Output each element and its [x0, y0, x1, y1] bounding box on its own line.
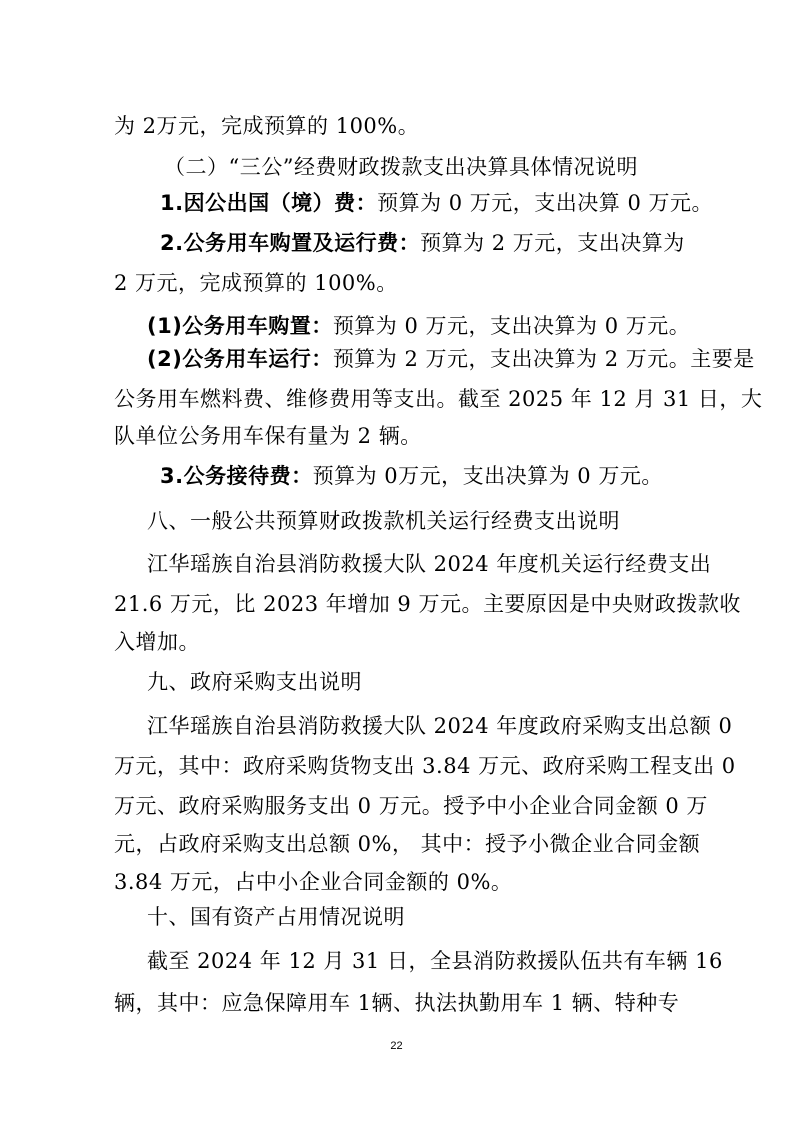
paragraph-line: 2 万元，完成预算的 100%。 — [114, 271, 398, 295]
item-text: 预算为 0 万元，支出决算 0 万元。 — [377, 191, 714, 215]
paragraph-line: 21.6 万元，比 2023 年增加 9 万元。主要原因是中央财政拨款收 — [114, 592, 741, 616]
paragraph-line — [160, 189, 713, 217]
paragraph-line: 入增加。 — [114, 630, 200, 654]
item-label: 2.公务用车购置及运行费： — [160, 231, 421, 255]
paragraph-line: 江华瑶族自治县消防救援大队 2024 年度机关运行经费支出 — [147, 552, 712, 576]
paragraph-line: 队单位公务用车保有量为 2 辆。 — [114, 424, 422, 448]
paragraph-line: 辆，其中：应急保障用车 1辆、执法执勤用车 1 辆、特种专 — [114, 991, 680, 1015]
paragraph-line — [147, 345, 755, 373]
section-heading: 九、政府采购支出说明 — [147, 670, 362, 694]
page-number: 22 — [390, 1040, 403, 1052]
item-text: 预算为 0万元，支出决算为 0 万元。 — [312, 464, 663, 488]
item-label: 3.公务接待费： — [160, 464, 313, 488]
paragraph-line: 江华瑶族自治县消防救援大队 2024 年度政府采购支出总额 0 — [147, 714, 733, 738]
paragraph-line — [160, 462, 663, 490]
paragraph-line: 公务用车燃料费、维修费用等支出。截至 2025 年 12 月 31 日，大 — [114, 387, 763, 411]
item-text: 预算为 2 万元，支出决算为 2 万元。主要是 — [332, 347, 755, 371]
paragraph-line: 万元，其中：政府采购货物支出 3.84 万元、政府采购工程支出 0 — [114, 754, 736, 778]
paragraph-line: 万元、政府采购服务支出 0 万元。授予中小企业合同金额 0 万 — [114, 794, 708, 818]
paragraph-line: 元，占政府采购支出总额 0%， 其中：授予小微企业合同金额 — [114, 832, 701, 856]
paragraph-line: 3.84 万元，占中小企业合同金额的 0%。 — [114, 870, 513, 894]
paragraph-line — [160, 229, 685, 257]
paragraph-line: 为 2万元，完成预算的 100%。 — [114, 114, 420, 138]
section-heading: 八、一般公共预算财政拨款机关运行经费支出说明 — [147, 509, 620, 533]
item-label: (2)公务用车运行： — [147, 347, 333, 371]
section-heading: 十、国有资产占用情况说明 — [147, 905, 405, 929]
item-text: 预算为 2 万元，支出决算为 — [420, 231, 685, 255]
item-label: (1)公务用车购置： — [147, 314, 333, 338]
section-subheading: （二）“三公”经费财政拨款支出决算具体情况说明 — [164, 155, 638, 179]
paragraph-line — [147, 312, 690, 340]
paragraph-line: 截至 2024 年 12 月 31 日，全县消防救援队伍共有车辆 16 — [147, 949, 723, 973]
item-label: 1.因公出国（境）费： — [160, 191, 378, 215]
item-text: 预算为 0 万元，支出决算为 0 万元。 — [332, 314, 691, 338]
